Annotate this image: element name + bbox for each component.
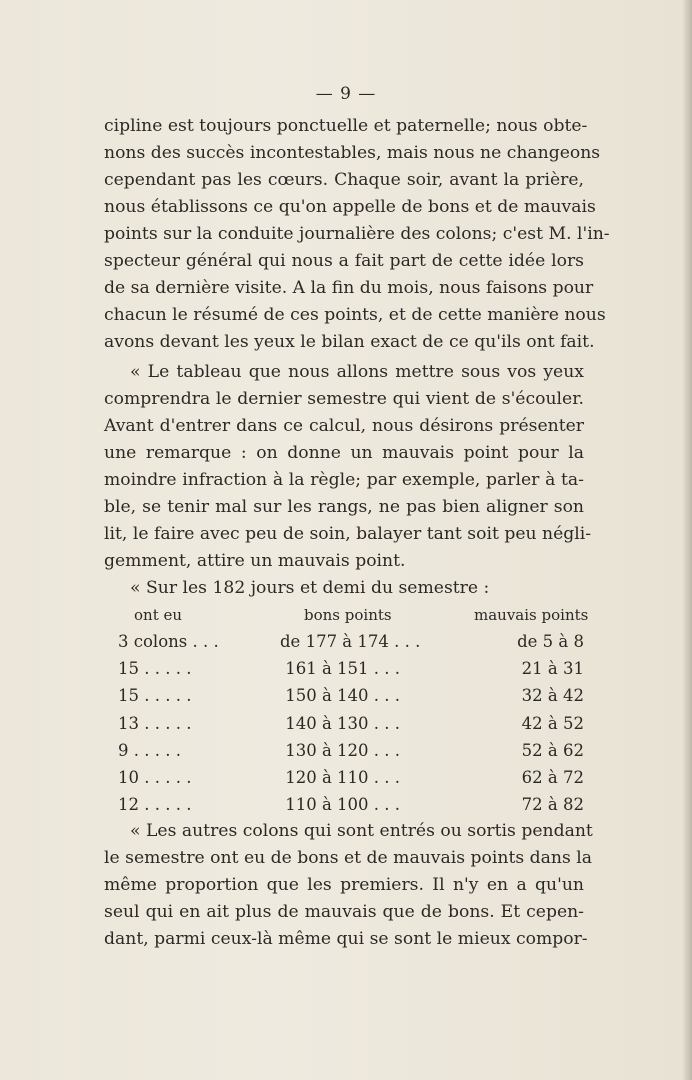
table-row [104,766,584,793]
table-row [104,657,584,684]
text-line: nons des succès incontestables, mais nous ne changeons [104,143,601,163]
cell-colons: 15 . . . . . [118,659,192,679]
text-line: « Les autres colons qui sont entrés ou sortis pendant [130,821,593,841]
text-line: specteur général qui nous a fait part de cette idée lors [104,251,584,271]
cell-bons-points: de 177 à 174 . . . [280,632,421,651]
cell-mauvais-points: 72 à 82 [521,795,584,815]
table-row [104,793,584,820]
text-line: même proportion que les premiers. Il n'y en a qu'un [104,875,584,895]
cell-bons-points: 161 à 151 . . . [285,659,400,679]
text-line: ble, se tenir mal sur les rangs, ne pas bien aligner son [104,497,584,517]
header-mauvais-points: mauvais points [474,606,589,624]
points-table [104,604,589,820]
text-line: cipline est toujours ponctuelle et paternelle; nous obte- [104,116,588,136]
cell-mauvais-points: de 5 à 8 [517,632,584,651]
paragraph-1 [104,113,610,356]
cell-mauvais-points: 42 à 52 [521,713,584,733]
paragraph-2 [104,359,592,602]
cell-bons-points: 110 à 100 . . . [285,795,400,815]
cell-colons: 10 . . . . . [118,767,192,787]
cell-colons: 12 . . . . . [118,795,192,815]
text-line: avons devant les yeux le bilan exact de ce qu'ils ont fait. [104,332,595,352]
table-row [104,712,584,739]
text-line: gemment, attire un mauvais point. [104,551,406,571]
paragraph-3 [104,818,593,953]
cell-bons-points: 150 à 140 . . . [285,686,400,706]
text-line: Avant d'entrer dans ce calcul, nous désirons présenter [104,416,584,436]
table-header [104,604,589,630]
header-bons-points: bons points [304,606,392,624]
table-row [104,630,584,657]
text-line: comprendra le dernier semestre qui vient de s'écouler. [104,389,584,409]
cell-colons: 3 colons . . . [118,632,219,651]
cell-mauvais-points: 21 à 31 [521,659,584,679]
text-line: nous établissons ce qu'on appelle de bons et de mauvais [104,197,596,217]
text-line: cependant pas les cœurs. Chaque soir, avant la prière, [104,170,584,190]
text-line: « Le tableau que nous allons mettre sous vos yeux [130,362,584,382]
cell-colons: 13 . . . . . [118,713,192,733]
text-line: une remarque : on donne un mauvais point pour la [104,443,584,463]
text-line: de sa dernière visite. A la fin du mois, nous faisons pour [104,278,594,298]
cell-mauvais-points: 62 à 72 [521,767,584,787]
page-number: — 9 — [315,84,377,104]
text-line: « Sur les 182 jours et demi du semestre : [130,578,490,598]
text-line: dant, parmi ceux-là même qui se sont le mieux compor- [104,929,588,949]
cell-mauvais-points: 32 à 42 [521,686,584,706]
cell-mauvais-points: 52 à 62 [521,740,584,760]
text-line: chacun le résumé de ces points, et de cette manière nous [104,305,606,325]
text-line: points sur la conduite journalière des colons; c'est M. l'in- [104,224,610,244]
text-line: le semestre ont eu de bons et de mauvais points dans la [104,848,592,868]
cell-colons: 15 . . . . . [118,686,192,706]
table-row [104,684,584,711]
cell-colons: 9 . . . . . [118,740,181,760]
cell-bons-points: 140 à 130 . . . [285,713,400,733]
text-line: lit, le faire avec peu de soin, balayer tant soit peu négli- [104,524,592,544]
header-ont-eu: ont eu [134,606,183,624]
text-line: moindre infraction à la règle; par exemple, parler à ta- [104,470,584,490]
cell-bons-points: 130 à 120 . . . [285,740,400,760]
cell-bons-points: 120 à 110 . . . [285,767,400,787]
text-line: seul qui en ait plus de mauvais que de bons. Et cepen- [104,902,584,922]
table-row [104,739,584,766]
